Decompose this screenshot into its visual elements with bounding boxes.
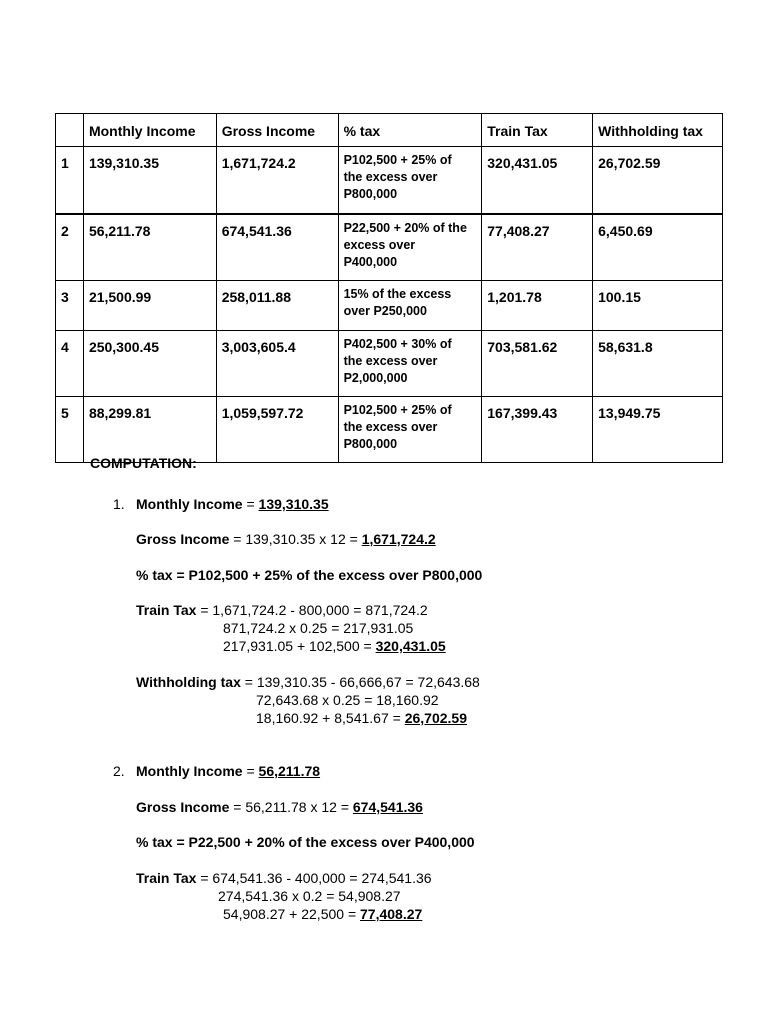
withholding-tax-cell: 13,949.75 — [593, 397, 723, 463]
percent-tax-cell: 15% of the excess over P250,000 — [338, 281, 482, 331]
withholding-tax-cell: 26,702.59 — [593, 147, 723, 215]
train-tax-line: Train Tax = 674,541.36 - 400,000 = 274,541.36 — [136, 870, 432, 886]
monthly-income-cell: 56,211.78 — [83, 214, 216, 281]
train-tax-cell: 167,399.43 — [482, 397, 593, 463]
percent-tax-line: % tax = P102,500 + 25% of the excess over P800,000 — [136, 567, 483, 583]
computation-title: COMPUTATION: — [90, 455, 197, 471]
row-number: 5 — [56, 397, 84, 463]
withholding-tax-result: 18,160.92 + 8,541.67 = 26,702.59 — [256, 710, 467, 726]
train-tax-result: 217,931.05 + 102,500 = 320,431.05 — [223, 638, 446, 654]
monthly-income-cell: 88,299.81 — [83, 397, 216, 463]
train-tax-cell: 703,581.62 — [482, 331, 593, 397]
gross-income-cell: 1,059,597.72 — [216, 397, 338, 463]
withholding-tax-cell: 100.15 — [593, 281, 723, 331]
percent-tax-cell: P102,500 + 25% of the excess over P800,000 — [338, 397, 482, 463]
monthly-income-cell: 250,300.45 — [83, 331, 216, 397]
gross-income-cell: 3,003,605.4 — [216, 331, 338, 397]
table-row — [56, 214, 723, 281]
table-row — [56, 331, 723, 397]
train-tax-line: Train Tax = 1,671,724.2 - 800,000 = 871,724.2 — [136, 602, 428, 618]
percent-tax-line: % tax = P22,500 + 20% of the excess over P400,000 — [136, 834, 475, 850]
header-gross-income: Gross Income — [216, 114, 338, 147]
table-row — [56, 147, 723, 215]
train-tax-step: 274,541.36 x 0.2 = 54,908.27 — [218, 888, 401, 904]
withholding-tax-step: 72,643.68 x 0.25 = 18,160.92 — [256, 692, 439, 708]
percent-tax-cell: P402,500 + 30% of the excess over P2,000,000 — [338, 331, 482, 397]
gross-income-cell: 674,541.36 — [216, 214, 338, 281]
table-row — [56, 397, 723, 463]
gross-income-line: Gross Income = 56,211.78 x 12 = 674,541.36 — [136, 799, 423, 815]
train-tax-cell: 320,431.05 — [482, 147, 593, 215]
item-number: 2. — [113, 763, 125, 779]
train-tax-cell: 1,201.78 — [482, 281, 593, 331]
withholding-tax-line: Withholding tax = 139,310.35 - 66,666,67 = 72,643.68 — [136, 674, 480, 690]
row-number: 1 — [56, 147, 84, 215]
gross-income-line: Gross Income = 139,310.35 x 12 = 1,671,724.2 — [136, 531, 436, 547]
withholding-tax-cell: 58,631.8 — [593, 331, 723, 397]
train-tax-result: 54,908.27 + 22,500 = 77,408.27 — [223, 906, 423, 922]
train-tax-step: 871,724.2 x 0.25 = 217,931.05 — [223, 620, 414, 636]
header-percent-tax: % tax — [338, 114, 482, 147]
row-number: 4 — [56, 331, 84, 397]
header-withholding-tax: Withholding tax — [593, 114, 723, 147]
header-monthly-income: Monthly Income — [83, 114, 216, 147]
percent-tax-cell: P22,500 + 20% of the excess over P400,000 — [338, 214, 482, 281]
gross-income-cell: 258,011.88 — [216, 281, 338, 331]
item-number: 1. — [113, 496, 125, 512]
withholding-tax-cell: 6,450.69 — [593, 214, 723, 281]
monthly-income-line: Monthly Income = 56,211.78 — [136, 763, 321, 779]
table-row — [56, 281, 723, 331]
header-train-tax: Train Tax — [482, 114, 593, 147]
percent-tax-cell: P102,500 + 25% of the excess over P800,000 — [338, 147, 482, 215]
header-index — [56, 114, 84, 147]
monthly-income-line: Monthly Income = 139,310.35 — [136, 496, 329, 512]
monthly-income-cell: 21,500.99 — [83, 281, 216, 331]
tax-table — [55, 113, 723, 463]
table-header-row — [56, 114, 723, 147]
monthly-income-cell: 139,310.35 — [83, 147, 216, 215]
train-tax-cell: 77,408.27 — [482, 214, 593, 281]
row-number: 2 — [56, 214, 84, 281]
gross-income-cell: 1,671,724.2 — [216, 147, 338, 215]
row-number: 3 — [56, 281, 84, 331]
